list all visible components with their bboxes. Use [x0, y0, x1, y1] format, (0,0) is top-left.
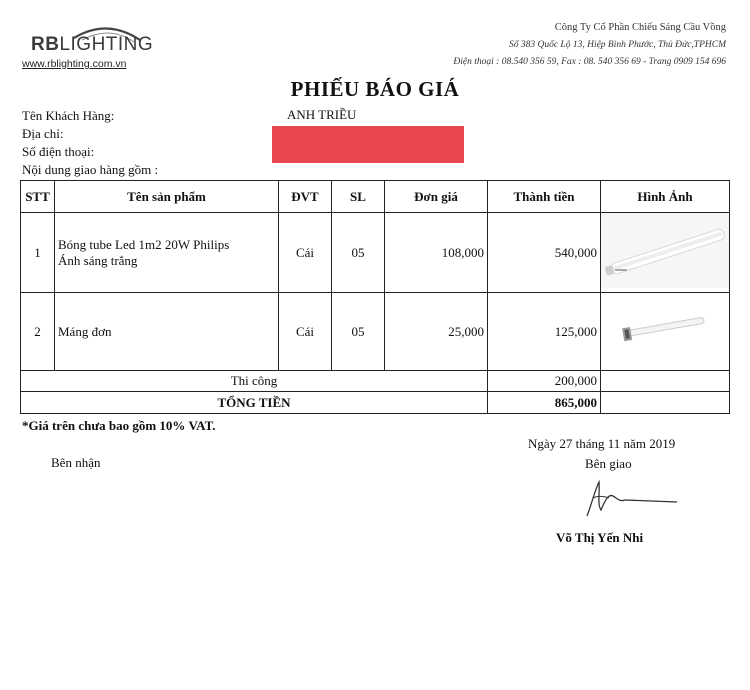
install-row: [21, 371, 730, 392]
row-image: [601, 293, 730, 371]
content-label: Nội dung giao hàng gồm :: [22, 162, 159, 177]
row-stt: 1: [21, 213, 55, 293]
table-row: [21, 293, 730, 371]
header-price: Đơn giá: [385, 181, 488, 213]
row-price: 108,000: [385, 213, 488, 293]
table-header-row: [21, 181, 730, 213]
install-label: Thi công: [21, 371, 488, 392]
row-product: Máng đơn: [55, 293, 279, 371]
quote-date: Ngày 27 tháng 11 năm 2019: [528, 436, 676, 451]
row-product: [55, 213, 279, 293]
signer-name: Võ Thị Yến Nhi: [556, 530, 644, 545]
led-tube-image: [601, 213, 729, 288]
signature: [573, 476, 683, 522]
grand-total-value: 865,000: [488, 392, 601, 414]
header-product: Tên sản phẩm: [55, 181, 279, 213]
install-empty: [601, 371, 730, 392]
address-label: Địa chỉ:: [22, 126, 64, 141]
company-name: Công Ty Cổ Phần Chiếu Sáng Cầu Vồng: [554, 22, 726, 33]
receiver-label: Bên nhận: [51, 455, 101, 470]
document-title: PHIẾU BÁO GIÁ: [290, 77, 460, 101]
install-value: 200,000: [488, 371, 601, 392]
customer-name-label: Tên Khách Hàng:: [22, 108, 115, 123]
row-unit: Cái: [279, 213, 332, 293]
giver-label: Bên giao: [585, 456, 632, 471]
row-price: 25,000: [385, 293, 488, 371]
row-image: [601, 213, 730, 293]
header-qty: SL: [332, 181, 385, 213]
quote-table: [20, 180, 730, 414]
row-total: 125,000: [488, 293, 601, 371]
product-name: Bóng tube Led 1m2 20W Philips: [58, 236, 230, 252]
fixture-image: [601, 293, 729, 366]
company-contact: Điện thoại : 08.540 356 59, Fax : 08. 540 356 69 - Trang 0909 154 696: [453, 57, 726, 67]
header-image: Hình Ảnh: [601, 181, 730, 213]
row-total: 540,000: [488, 213, 601, 293]
grand-total-label: TỔNG TIỀN: [21, 392, 488, 414]
header-stt: STT: [21, 181, 55, 213]
row-stt: 2: [21, 293, 55, 371]
header-total: Thành tiền: [488, 181, 601, 213]
logo-rb: RB: [31, 34, 60, 55]
product-detail: Ánh sáng trắng: [58, 252, 138, 268]
grand-total-empty: [601, 392, 730, 414]
grand-total-row: [21, 392, 730, 414]
redaction-block: [272, 126, 464, 163]
logo-lighting: LIGHTING: [59, 34, 154, 55]
row-qty: 05: [332, 213, 385, 293]
phone-label: Số điện thoại:: [22, 144, 95, 159]
website-link[interactable]: www.rblighting.com.vn: [22, 58, 127, 70]
company-address: Số 383 Quốc Lộ 13, Hiệp Bình Phước, Thủ Đức,TPHCM: [508, 40, 726, 50]
table-row: [21, 213, 730, 293]
vat-note: *Giá trên chưa bao gồm 10% VAT.: [22, 418, 216, 433]
logo-wordmark: [31, 34, 153, 56]
customer-name-value: ANH TRIỀU: [287, 107, 357, 122]
row-qty: 05: [332, 293, 385, 371]
header-unit: ĐVT: [279, 181, 332, 213]
row-unit: Cái: [279, 293, 332, 371]
